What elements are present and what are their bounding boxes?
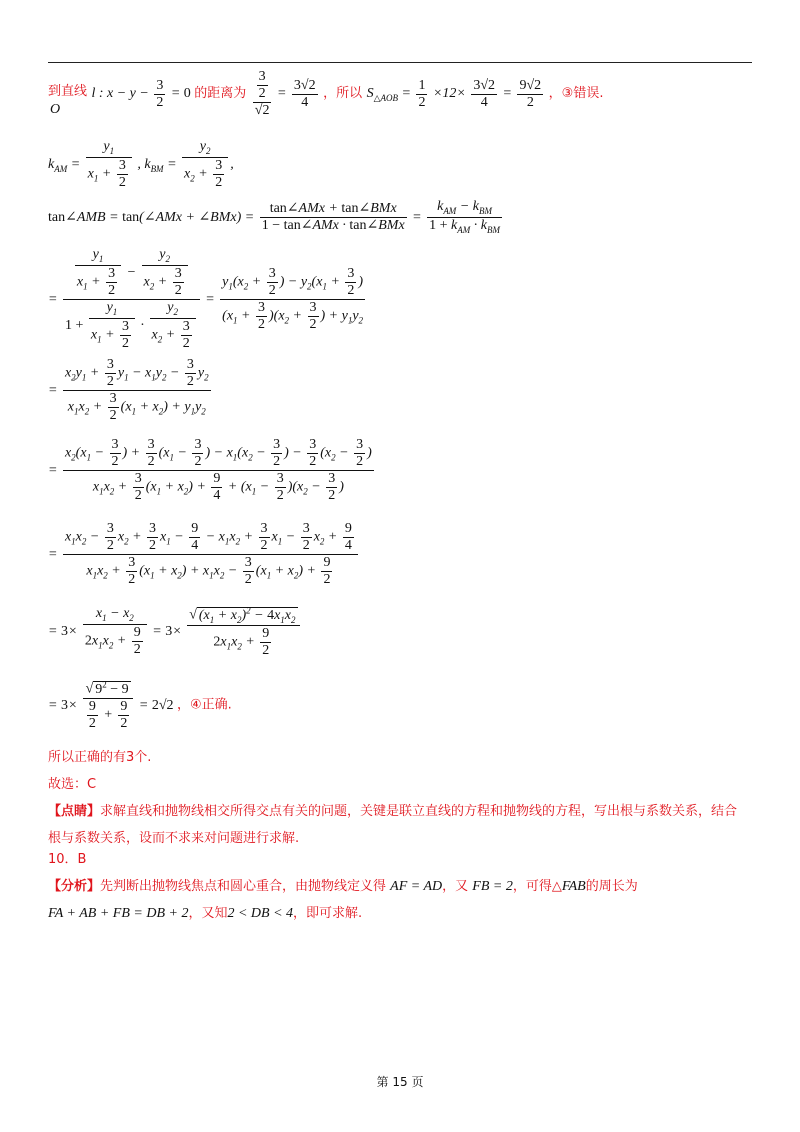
text-4-correct: ，④正确.: [177, 697, 232, 713]
text-to-line: 到直线: [48, 84, 88, 100]
step-substitute: = $y_1$ $x_1$ + $\frac{3}{2}$ − $y_2$ $x_2$ + $\frac{3}{2}$ 1 + $y_1$ $x_1$ + $\frac{3}{2}$ · $y_2$ $x_2$ + $\frac{3}{2}$ = $y_1(x_2$ + $\frac{3}{2}$ ) − $y_2(x_1$ + $\frac{3}{2}$ ) ($x_1$ + $\frac{3}{2}$ )($x_2$ + $\frac{3}{2}$ ) + $y_1y_2$: [48, 247, 364, 351]
step-simplify: = 3× $x_1 - x_2$ $2x_1x_2$ + $\frac{9}{2}$ = 3× √ $(x_1 + x_2)^2 - 4x_1x_2$ $2x_1x_2$ + $\frac{9}{2}$: [48, 606, 302, 658]
tan-formula: tan∠AMB = tan(∠AMx + ∠BMx) = $\frac{\text{tan∠AMx + tan∠BMx}}{\text{1 − tan∠AMx · tan∠BMx}}$ = $\frac{k_{AM} - k_{BM}}{1 + k_{AM} \cdot k_{BM}}$: [48, 199, 500, 235]
line-distance: [48, 70, 603, 118]
point-o: O: [50, 102, 61, 117]
dianjing-paragraph: [48, 798, 748, 852]
count-correct: 所以正确的有3个.: [48, 750, 152, 765]
step-expand-3: = $x_1x_2$ − $\frac{3}{2}$ $x_2$ + $\frac{3}{2}$ $x_1$ − $\frac{9}{4}$ − $x_1x_2$ + $\frac{3}{2}$ $x_1$ − $\frac{3}{2}$ $x_2$ + $\frac{9}{4}$ $x_1x_2$ + $\frac{3}{2}$ $(x_1 + x_2) + x_1x_2$ − $\frac{3}{2}$ $(x_1 + x_2)$ + $\frac{9}{2}$: [48, 522, 360, 587]
step-expand-2: = $x_2(x_1$ − $\frac{3}{2}$ ) + $\frac{3}{2}$ ($x_1$ − $\frac{3}{2}$ ) − $x_1(x_2$ − $\frac{3}{2}$ ) − $\frac{3}{2}$ ($x_2$ − $\frac{3}{2}$ ) $x_1x_2$ + $\frac{3}{2}$ $(x_1 + x_2)$ + $\frac{9}{4}$ + ($x_1$ − $\frac{3}{2}$ )($x_2$ − $\frac{3}{2}$ ): [48, 437, 372, 503]
step-expand-1: = $x_2y_1$ + $\frac{3}{2}$ $y_1 - x_1y_2$ − $\frac{3}{2}$ $y_2$ $x_1x_2$ + $\frac{3}{2}$ $(x_1 + x_2) + y_1y_2$: [48, 357, 209, 423]
slopes-line: [48, 140, 234, 190]
fenxi-paragraph: 【分析】先判断出抛物线焦点和圆心重合，由抛物线定义得 AF = AD，又 FB = 2，可得△FAB的周长为 FA + AB + FB = DB + 2，又知2 < DB < 4，即可求解.: [48, 879, 638, 921]
question-10-label: 10．B: [48, 852, 87, 867]
slope-kam: $k_{AM}$ = $y_1$ $x_1$ + $\frac{3}{2}$ , $k_{BM}$ = $y_2$ $x_2$ + $\frac{3}{2}$ ,: [48, 139, 234, 190]
line-equation: l : x − y − $\frac{3}{2}$ = 0: [91, 77, 191, 110]
text-3-wrong: ，③错误.: [548, 86, 604, 102]
distance-value: $\frac{\frac{3}{2}}{√2}$ = $\frac{3√2}{4}$: [254, 69, 316, 118]
dianjing-text: 求解直线和抛物线相交所得交点有关的问题，关键是联立直线的方程和抛物线的方程，写出根与系数关系，结合根与系数关系，设而不求来对问题进行求解.: [48, 804, 738, 846]
fenxi-tag: 【分析】: [48, 879, 101, 894]
header-rule: [48, 62, 752, 63]
text-so: ，所以: [323, 86, 363, 102]
area-aob: $S_{\triangle AOB}$ = $\frac{1}{2}$ ×12× $\frac{3√2}{4}$ = $\frac{9√2}{2}$: [366, 77, 542, 110]
answer-choice: 故选：C: [48, 777, 97, 792]
page-number: 第 15 页: [376, 1075, 424, 1089]
step-result: = 3× √ $9^2 - 9$ $\frac{9}{2}$ + $\frac{9}{2}$ = 2√2 ，④正确.: [48, 679, 232, 731]
text-distance-is: 的距离为: [194, 86, 247, 102]
dianjing-tag: 【点睛】: [48, 804, 101, 819]
